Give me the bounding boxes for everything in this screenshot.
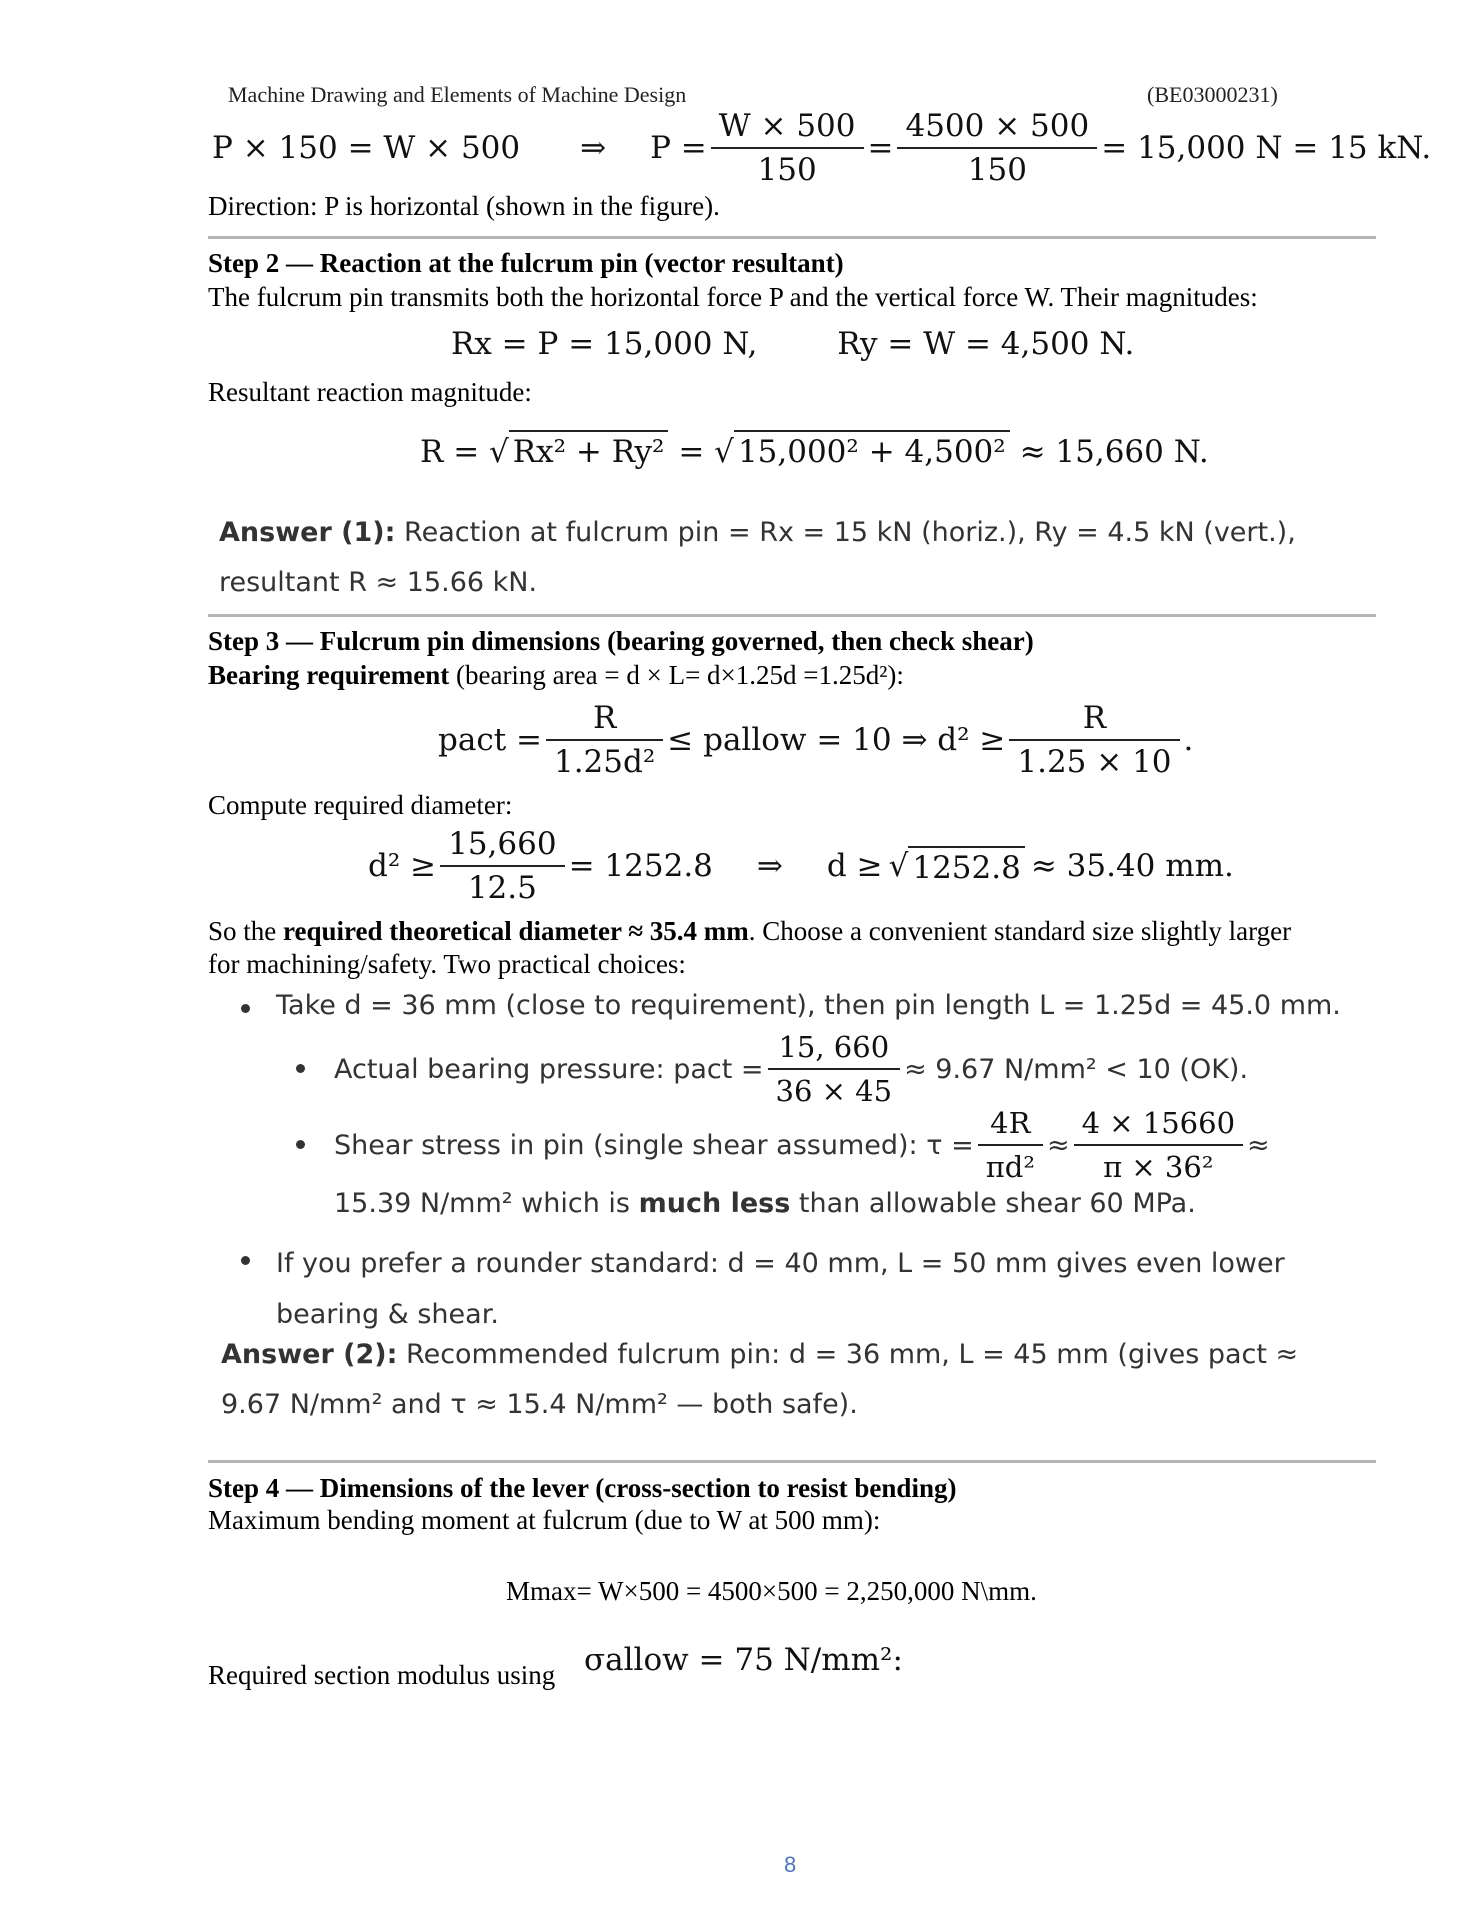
frac-num: 15,660 xyxy=(440,823,564,867)
so-line1 xyxy=(208,915,1291,948)
answer-1-line2: resultant R ≈ 15.66 kN. xyxy=(219,567,538,598)
compute-label: Compute required diameter: xyxy=(208,790,513,820)
eq-ry: Ry = W = 4,500 N. xyxy=(837,326,1135,362)
answer-2 xyxy=(221,1330,1298,1430)
equation-diameter xyxy=(368,818,1234,914)
eq2-lhs: d² ≥ xyxy=(368,848,437,884)
so-rest: . Choose a convenient standard size slightly larger xyxy=(748,916,1292,946)
equation-rx-ry xyxy=(451,326,1134,362)
sqrt-1252: 1252.8 xyxy=(908,846,1024,886)
bullet-dot xyxy=(241,1256,250,1265)
frac-den: 1.25 × 10 xyxy=(1017,744,1172,780)
frac-den: 150 xyxy=(757,152,817,188)
fraction-r-125d2 xyxy=(546,697,663,783)
b1a-end: ≈ 9.67 N/mm² < 10 (OK). xyxy=(904,1053,1249,1085)
b1b-line2-end: than allowable shear 60 MPa. xyxy=(798,1188,1196,1219)
b1b-approx: ≈ xyxy=(1046,1129,1070,1161)
frac-den: 12.5 xyxy=(467,870,537,906)
eq-r-end: ≈ 15,660 N. xyxy=(1019,434,1209,470)
step4-description: Maximum bending moment at fulcrum (due to W at 500 mm): xyxy=(208,1505,881,1535)
running-header-code: (BE03000231) xyxy=(1147,82,1278,107)
bullet-dot xyxy=(296,1064,305,1073)
frac-den: 1.25d² xyxy=(553,744,656,780)
b1b-pre: Shear stress in pin (single shear assumed): τ = xyxy=(334,1129,974,1161)
b1b-line2-pre: 15.39 N/mm² which is xyxy=(334,1188,630,1219)
sigma-allow-equation: σallow = 75 N/mm²: xyxy=(584,1642,903,1678)
frac-den: 36 × 45 xyxy=(775,1074,893,1108)
answer-1-label: Answer (1): xyxy=(219,517,396,548)
fraction-4500x500-150 xyxy=(897,105,1097,191)
shear-result-line xyxy=(334,1188,1196,1219)
eq1-end: . xyxy=(1183,722,1194,758)
frac-den: 150 xyxy=(967,152,1027,188)
b2-line2: bearing & shear. xyxy=(276,1299,499,1330)
frac-num: 4500 × 500 xyxy=(897,105,1097,149)
answer-2-line2: 9.67 N/mm² and τ ≈ 15.4 N/mm² — both safe). xyxy=(221,1389,858,1420)
so-bold: required theoretical diameter ≈ 35.4 mm xyxy=(283,916,749,946)
required-section-modulus: Required section modulus using xyxy=(208,1660,556,1690)
answer-1-line1 xyxy=(219,508,1296,558)
sqrt-sign: √ xyxy=(714,434,734,470)
eq-rx: Rx = P = 15,000 N, xyxy=(451,326,758,362)
frac-num: R xyxy=(546,697,663,741)
bullet-dot xyxy=(296,1140,305,1149)
bullet-shear-stress xyxy=(334,1100,1270,1190)
eq-r-mid: = xyxy=(678,434,705,470)
step2-description: The fulcrum pin transmits both the horizontal force P and the vertical force W. Their magnitudes: xyxy=(208,282,1258,312)
eq-left: P × 150 = W × 500 xyxy=(212,130,521,166)
eq2-d: d ≥ xyxy=(826,848,883,884)
eq2-mid: = 1252.8 xyxy=(568,848,713,884)
bullet-rounder-standard xyxy=(276,1238,1285,1340)
bullet-dot xyxy=(241,1004,250,1013)
answer-1 xyxy=(219,508,1296,608)
answer-2-line1 xyxy=(221,1330,1298,1380)
sqrt-rx-ry: Rx² + Ry² xyxy=(509,430,669,470)
equation-p-moment xyxy=(212,100,1431,196)
frac-num: R xyxy=(1009,697,1179,741)
frac-num: 4R xyxy=(978,1102,1043,1146)
section-divider xyxy=(208,614,1376,617)
answer-1-text: Reaction at fulcrum pin = Rx = 15 kN (horiz.), Ry = 4.5 kN (vert.), xyxy=(404,517,1296,548)
bearing-bold: Bearing requirement xyxy=(208,660,450,690)
so-line2: for machining/safety. Two practical choices: xyxy=(208,949,686,979)
eq-r-lhs: R = xyxy=(420,434,480,470)
frac-num: 15, 660 xyxy=(768,1026,901,1070)
step2-heading: Step 2 — Reaction at the fulcrum pin (vector resultant) xyxy=(208,248,844,278)
frac-num: 4 × 15660 xyxy=(1074,1102,1243,1146)
eq-result: = 15,000 N = 15 kN. xyxy=(1101,130,1432,166)
fraction-w500-150 xyxy=(711,105,864,191)
fraction-15660-125 xyxy=(440,823,564,909)
step4-heading: Step 4 — Dimensions of the lever (cross-section to resist bending) xyxy=(208,1473,957,1503)
running-header-title: Machine Drawing and Elements of Machine Design xyxy=(228,82,687,107)
so-pre: So the xyxy=(208,916,277,946)
eq-p: P = xyxy=(650,130,707,166)
bullet-take-36: Take d = 36 mm (close to requirement), then pin length L = 1.25d = 45.0 mm. xyxy=(276,990,1341,1021)
bearing-rest: (bearing area = d × L= d×1.25d =1.25d²): xyxy=(455,660,904,690)
eq2-arrow: ⇒ xyxy=(756,848,783,884)
fraction-4r-pid2 xyxy=(978,1102,1043,1188)
eq2-end: ≈ 35.40 mm. xyxy=(1030,848,1234,884)
fraction-r-125x10 xyxy=(1009,697,1179,783)
frac-den: π × 36² xyxy=(1103,1150,1214,1184)
answer-2-label: Answer (2): xyxy=(221,1339,398,1370)
resultant-label: Resultant reaction magnitude: xyxy=(208,377,532,407)
eq-arrow: ⇒ xyxy=(580,130,607,166)
sqrt-values: 15,000² + 4,500² xyxy=(734,430,1010,470)
equation-resultant xyxy=(420,430,1209,470)
eq-equals: = xyxy=(867,130,894,166)
bearing-requirement xyxy=(208,658,904,692)
eq1-lhs: pact = xyxy=(438,722,542,758)
section-divider xyxy=(208,1460,1376,1463)
section-divider xyxy=(208,236,1376,239)
step3-heading: Step 3 — Fulcrum pin dimensions (bearing governed, then check shear) xyxy=(208,626,1034,656)
answer-2-text: Recommended fulcrum pin: d = 36 mm, L = 45 mm (gives pact ≈ xyxy=(406,1339,1299,1370)
direction-text: Direction: P is horizontal (shown in the figure). xyxy=(208,191,720,221)
so-paragraph xyxy=(208,915,1291,981)
b1a-pre: Actual bearing pressure: pact = xyxy=(334,1053,764,1085)
b1b-approx2: ≈ xyxy=(1247,1129,1270,1161)
equation-bearing xyxy=(438,692,1193,788)
page-number: 8 xyxy=(784,1852,797,1877)
b2-line1: If you prefer a rounder standard: d = 40 mm, L = 50 mm gives even lower xyxy=(276,1248,1285,1279)
fraction-4x15660-pix362 xyxy=(1074,1102,1243,1188)
frac-den: πd² xyxy=(985,1150,1035,1184)
mmax-equation: Mmax= W×500 = 4500×500 = 2,250,000 N\mm. xyxy=(506,1576,1037,1606)
sqrt-sign: √ xyxy=(489,434,509,470)
b1b-line2-bold: much less xyxy=(638,1188,791,1219)
sqrt-sign: √ xyxy=(888,848,909,884)
frac-num: W × 500 xyxy=(711,105,864,149)
eq1-mid: ≤ pallow = 10 ⇒ d² ≥ xyxy=(667,722,1006,758)
